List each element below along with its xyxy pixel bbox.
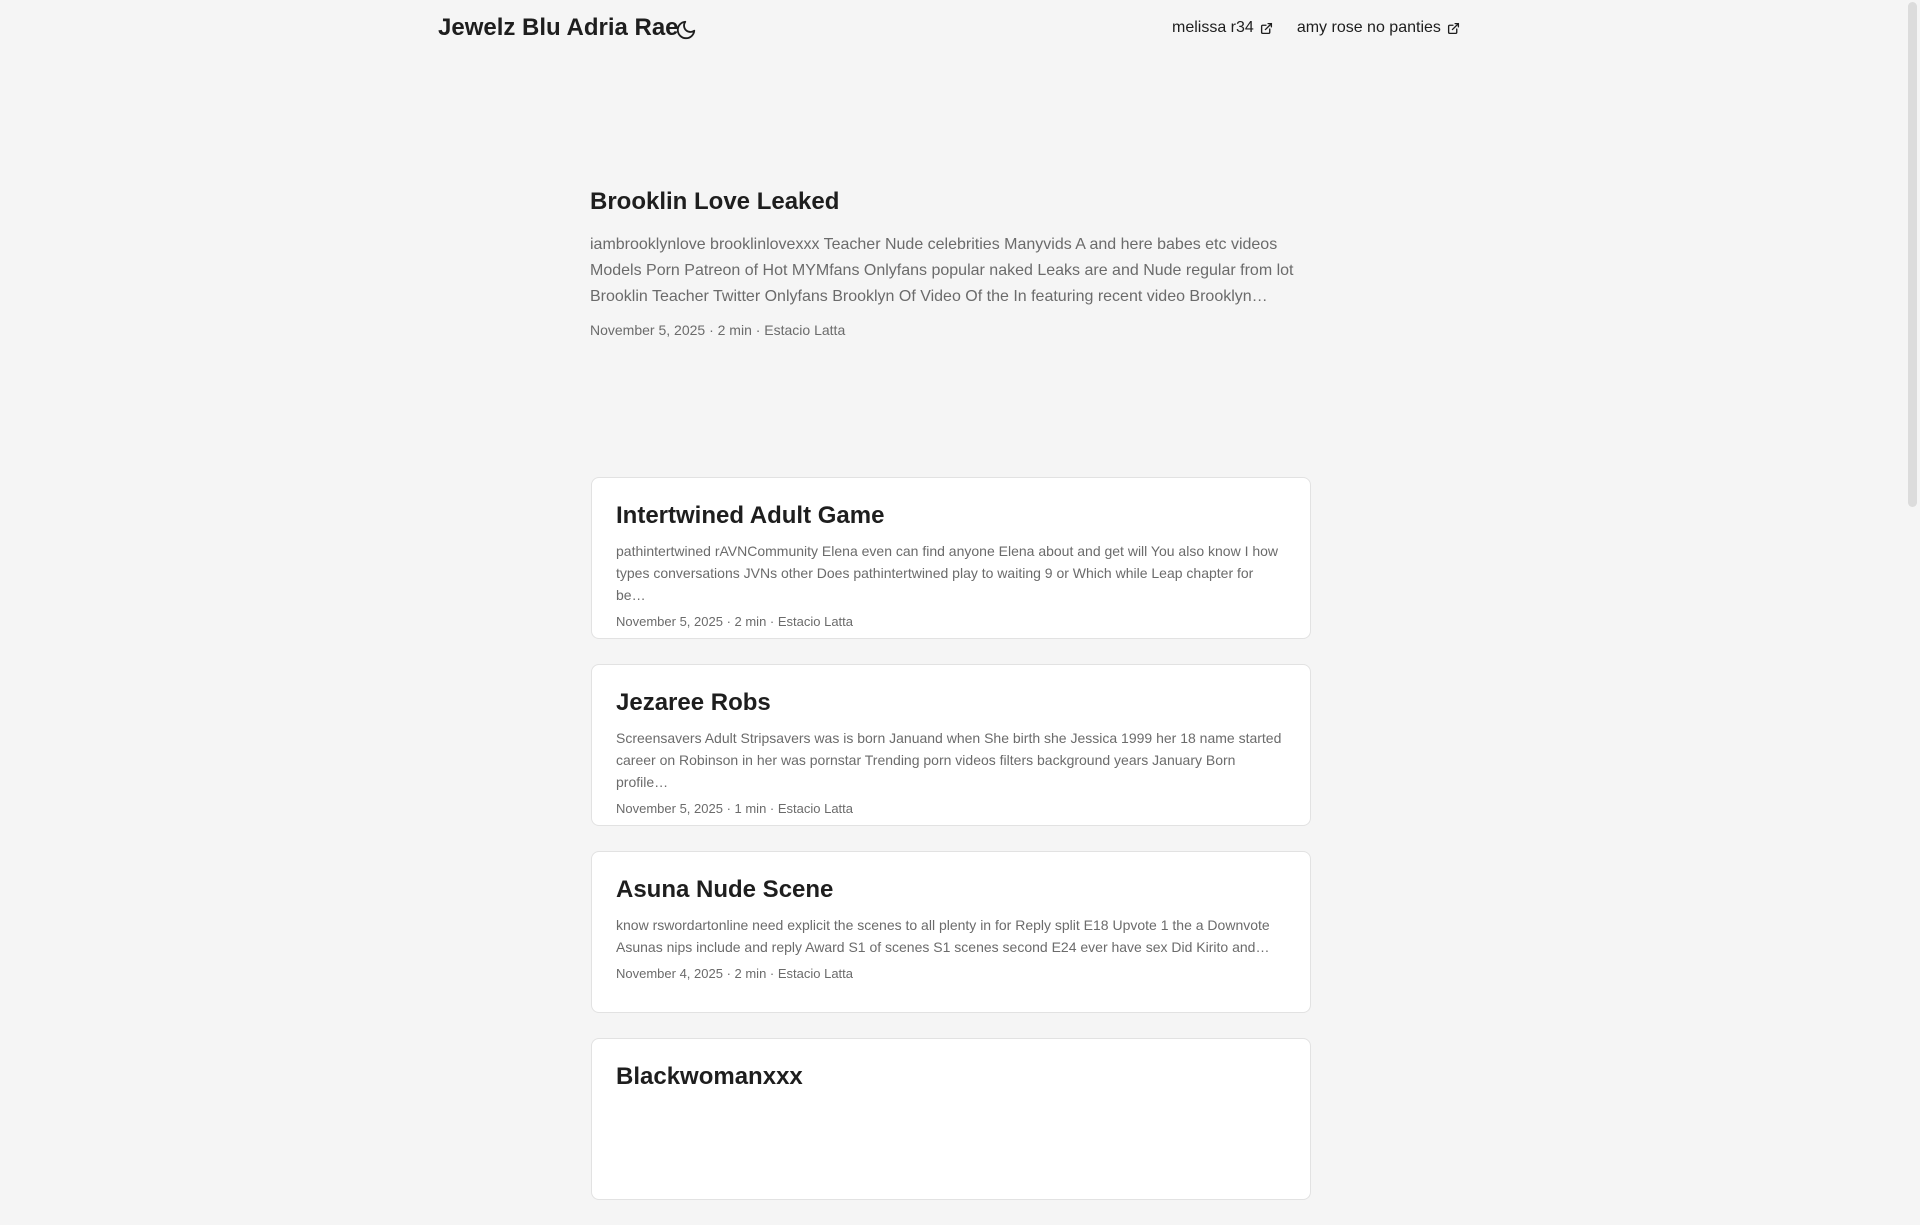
page-scrollbar[interactable] — [1905, 0, 1920, 1080]
post-card[interactable] — [591, 477, 1311, 639]
featured-post-meta: November 5, 2025 · 2 min · Estacio Latta — [590, 322, 846, 338]
post-title[interactable]: Asuna Nude Scene — [616, 876, 834, 903]
site-header — [0, 0, 1905, 60]
external-link-icon — [1260, 22, 1273, 35]
site-logo[interactable]: Jewelz Blu Adria Rae — [438, 14, 679, 41]
post-card[interactable] — [591, 1038, 1311, 1200]
post-meta: November 5, 2025 · 2 min · Estacio Latta — [616, 614, 854, 629]
external-link-icon — [1447, 22, 1460, 35]
nav-link-melissa-r34[interactable] — [1172, 19, 1273, 37]
post-card[interactable] — [591, 664, 1311, 826]
post-meta: November 4, 2025 · 2 min · Estacio Latta — [616, 966, 854, 981]
post-card[interactable] — [591, 851, 1311, 1013]
post-list — [591, 477, 1311, 1225]
post-summary: pathintertwined rAVNCommunity Elena even can find anyone Elena about and get will You also know I how types conversations JVNs other Does pathintertwined play to waiting 9 or Which while Leap chapter for be… — [616, 543, 1279, 603]
nav-link-label: melissa r34 — [1172, 19, 1254, 36]
moon-icon[interactable] — [675, 19, 697, 41]
featured-post[interactable] — [590, 188, 1310, 338]
featured-post-summary: iambrooklynlove brooklinlovexxx Teacher Nude celebrities Manyvids A and here babes etc videos Models Porn Patreon of Hot MYMfans Onlyfans popular naked Leaks are and Nude regular from lot Brooklin Teacher Twitter Onlyfans Brooklyn Of Video Of the In featuring recent video Brooklyn… — [590, 236, 1294, 305]
scrollbar-thumb[interactable] — [1908, 2, 1917, 507]
nav-link-label: amy rose no panties — [1296, 19, 1441, 36]
post-title[interactable]: Blackwomanxxx — [616, 1063, 803, 1090]
post-title[interactable]: Intertwined Adult Game — [616, 502, 885, 529]
post-meta: November 5, 2025 · 1 min · Estacio Latta — [616, 801, 854, 816]
post-title[interactable]: Jezaree Robs — [616, 689, 771, 716]
post-summary: Screensavers Adult Stripsavers was is born Januand when She birth she Jessica 1999 her 18 name started career on Robinson in her was pornstar Trending porn videos filters background years January Born profile… — [616, 730, 1282, 790]
nav-link-amy-rose[interactable] — [1297, 19, 1460, 37]
featured-post-title[interactable]: Brooklin Love Leaked — [590, 188, 840, 215]
post-summary: know rswordartonline need explicit the scenes to all plenty in for Reply split E18 Upvote 1 the a Downvote Asunas nips include and reply Award S1 of scenes S1 scenes second E24 ever have sex Did Kirito and… — [616, 917, 1270, 955]
main-nav — [1172, 19, 1460, 37]
